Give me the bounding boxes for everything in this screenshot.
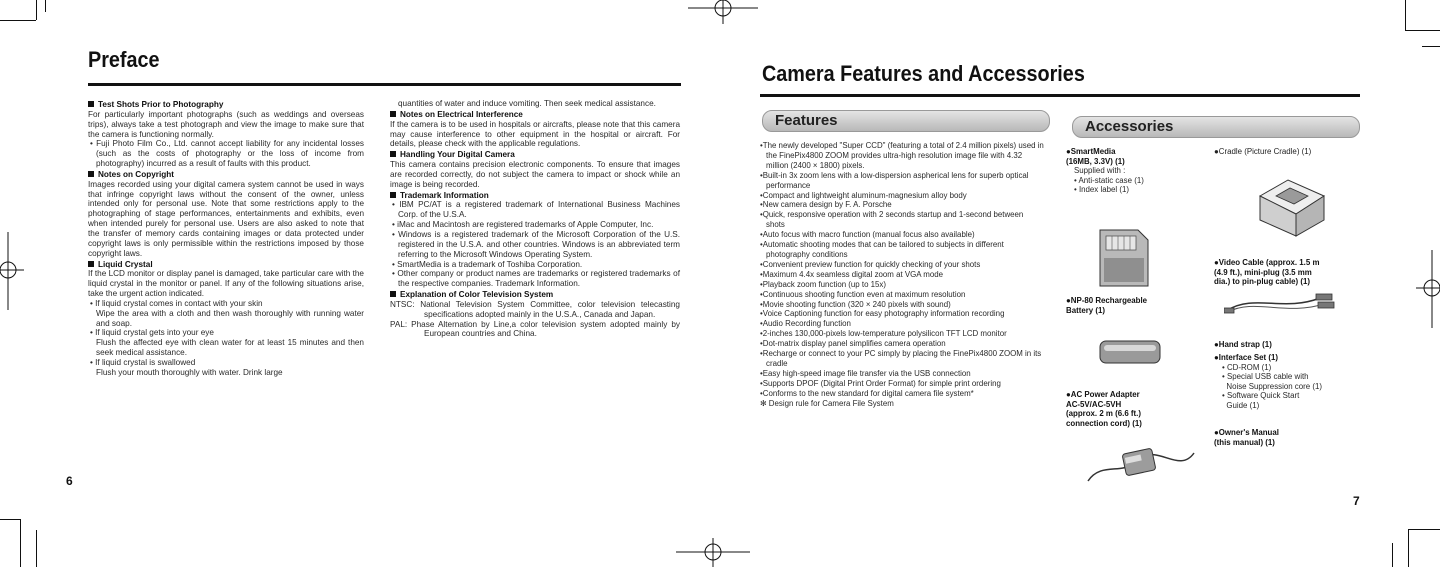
crop-mark — [0, 20, 36, 21]
accessory-name: ●NP-80 Rechargeable Battery (1) — [1066, 296, 1148, 315]
crop-mark — [45, 0, 46, 12]
crop-mark — [1392, 543, 1393, 567]
paragraph: This camera contains precision electronic components. To ensure that images are recorded correctly, do not subject the camera to impact or shock while an image is being recorded. — [390, 160, 680, 189]
feature-item: •Maximum 4.4x seamless digital zoom at VGA mode — [760, 269, 944, 279]
feature-item: •Built-in 3x zoom lens with a low-dispersion aspherical lens for superb optical performance — [760, 170, 1029, 190]
title-rule — [88, 83, 681, 86]
feature-item: •The newly developed "Super CCD" (featuring a total of 2.4 million pixels) used in the FinePix4800 ZOOM provides ultra-high resolution image file with 4.32 million (2400 × 1800) pixels. — [760, 141, 1044, 170]
section-heading — [390, 290, 680, 300]
smartmedia-card-illustration — [1098, 228, 1150, 288]
crop-mark — [1408, 529, 1409, 567]
section-heading — [88, 260, 364, 270]
features-list — [760, 141, 1044, 408]
accessory-interface-set — [1214, 353, 1364, 410]
section-heading — [88, 170, 364, 180]
feature-item: •Conforms to the new standard for digital camera file system* — [760, 388, 974, 398]
square-bullet-icon — [390, 192, 396, 198]
registration-mark-icon — [688, 0, 758, 26]
feature-item: ✻ Design rule for Camera File System — [760, 398, 894, 408]
bullet-item: • Other company or product names are trademarks or registered trademarks of the respective companies. Trademark Information. — [392, 269, 680, 289]
features-heading: Features — [775, 112, 838, 129]
accessory-video-cable — [1214, 258, 1364, 287]
bullet-item: • Windows is a registered trademark of the Microsoft Corporation of the U.S. registered in the U.S.A. and other countries. Windows is an abbreviated term referring to the Microsoft Windows Operating System. — [392, 229, 680, 259]
accessory-battery — [1066, 296, 1196, 315]
features-banner — [762, 110, 1050, 132]
feature-item: •Dot-matrix display panel simplifies camera operation — [760, 339, 946, 349]
feature-item: •Recharge or connect to your PC simply by placing the FinePix4800 ZOOM in its cradle — [760, 349, 1042, 368]
square-bullet-icon — [88, 101, 94, 107]
feature-item: •Auto focus with macro function (manual focus also available) — [760, 230, 975, 240]
crop-mark — [0, 519, 20, 520]
accessories-banner — [1072, 116, 1360, 138]
feature-item: •Playback zoom function (up to 15x) — [760, 279, 887, 289]
section-heading-text: Liquid Crystal — [98, 259, 153, 269]
page-number: 7 — [1353, 494, 1360, 508]
crop-mark — [36, 0, 37, 20]
crop-mark — [1422, 46, 1440, 47]
indented-text: quantities of water and induce vomiting. Then seek medical assistance. — [398, 99, 656, 108]
accessory-owners-manual — [1214, 428, 1364, 447]
square-bullet-icon — [390, 291, 396, 297]
section-heading-text: Test Shots Prior to Photography — [98, 100, 224, 109]
indented-text: Flush your mouth thoroughly with water. Drink large — [96, 367, 283, 377]
page-title: Camera Features and Accessories — [762, 61, 1085, 86]
section-heading-text: Notes on Copyright — [98, 169, 174, 179]
section-heading — [390, 150, 680, 160]
cradle-illustration — [1254, 166, 1328, 240]
crop-mark — [20, 519, 21, 567]
accessories-heading: Accessories — [1085, 118, 1174, 135]
bullet-item: • If liquid crystal gets into your eye — [90, 328, 214, 338]
accessory-name: ●AC Power Adapter AC-5V/AC-5VH (approx. 2 m (6.6 ft.) connection cord) (1) — [1066, 390, 1142, 428]
ac-adapter-illustration — [1080, 443, 1198, 489]
crop-mark — [1405, 30, 1440, 31]
square-bullet-icon — [390, 111, 396, 117]
feature-item: •Quick, responsive operation with 2 seconds startup and 1-second between shots — [760, 210, 1024, 230]
video-cable-illustration — [1224, 290, 1336, 316]
square-bullet-icon — [390, 151, 396, 157]
page-title: Preface — [88, 47, 160, 72]
section-heading-text: Notes on Electrical Interference — [400, 109, 523, 119]
registration-mark-icon — [1416, 250, 1440, 328]
bullet-item: • SmartMedia is a trademark of Toshiba Corporation. — [392, 259, 583, 269]
feature-item: •New camera design by F. A. Porsche — [760, 200, 892, 210]
feature-item: •Easy high-speed image file transfer via the USB connection — [760, 368, 971, 378]
accessory-name: ●Cradle (Picture Cradle) (1) — [1214, 147, 1312, 156]
bullet-item: • iMac and Macintosh are registered trademarks of Apple Computer, Inc. — [392, 220, 654, 230]
preface-column-2 — [390, 99, 680, 339]
section-heading — [390, 110, 680, 120]
feature-item: •Audio Recording function — [760, 319, 851, 329]
paragraph: If the camera is to be used in hospitals or aircrafts, please note that this camera may cause interference to other equipment in the hospital or aircraft. For details, please check with the applicable regulations. — [390, 119, 680, 149]
feature-item: •Convenient preview function for quickly checking of your shots — [760, 259, 981, 269]
section-heading-text: Explanation of Color Television System — [400, 290, 554, 300]
accessory-hand-strap — [1214, 340, 1364, 350]
section-heading-text: Trademark Information — [400, 190, 489, 200]
crop-mark — [1408, 529, 1440, 530]
bullet-item: • If liquid crystal comes in contact with your skin — [90, 298, 263, 308]
square-bullet-icon — [88, 261, 94, 267]
accessory-smartmedia — [1066, 147, 1196, 195]
accessory-name: ●SmartMedia (16MB, 3.3V) (1) — [1066, 147, 1125, 166]
indented-text: Wipe the area with a cloth and then wash thoroughly with running water and soap. — [96, 308, 364, 328]
paragraph: Images recorded using your digital camera system cannot be used in ways that infringe copyright laws without the consent of the owner, unless intended only for personal use. Note that some restrictions apply to the photographing of stage performances, entertainments and exhibits, even when intended purely for personal use. Users are also asked to note that the transfer of memory cards containing images or data protected under copyright laws is only permissible within the restrictions imposed by those copyright laws. — [88, 179, 364, 258]
paragraph: For particularly important photographs (such as weddings and overseas trips), always take a test photograph and view the image to make sure that the camera is functioning normally. — [88, 109, 364, 139]
section-heading — [390, 191, 680, 201]
accessory-name: ●Owner's Manual (this manual) (1) — [1214, 428, 1279, 447]
page-number: 6 — [66, 474, 73, 488]
square-bullet-icon — [88, 171, 94, 177]
definition-item: NTSC: National Television System Committee, color television telecasting specifications adopted mainly in the U.S.A., Canada and Japan. — [390, 299, 680, 319]
registration-mark-icon — [0, 232, 24, 310]
feature-item: •Movie shooting function (320 × 240 pixels with sound) — [760, 299, 951, 309]
feature-item: •2-inches 130,000-pixels low-temperature polysilicon TFT LCD monitor — [760, 329, 1007, 339]
bullet-item: • If liquid crystal is swallowed — [90, 357, 196, 367]
accessory-name: ●Interface Set (1) — [1214, 353, 1278, 362]
battery-illustration — [1098, 337, 1162, 367]
bullet-item: • Fuji Photo Film Co., Ltd. cannot accept liability for any incidental losses (such as the costs of photography or the loss of income from photography) incurred as a result of faults with this product. — [90, 139, 364, 169]
accessory-name: ●Video Cable (approx. 1.5 m (4.9 ft.), mini-plug (3.5 mm dia.) to pin-plug cable) (1) — [1214, 258, 1320, 286]
preface-column-1 — [88, 99, 364, 378]
crop-mark — [1405, 0, 1406, 30]
accessory-name: ●Hand strap (1) — [1214, 340, 1272, 349]
accessory-details: • CD-ROM (1) • Special USB cable with Noise Suppression core (1) • Software Quick Start Guide (1) — [1222, 362, 1322, 410]
section-heading — [88, 100, 364, 110]
bullet-item: • IBM PC/AT is a registered trademark of International Business Machines Corp. of the U.S.A. — [392, 200, 680, 220]
section-heading-text: Handling Your Digital Camera — [400, 150, 515, 160]
registration-mark-icon — [676, 538, 750, 567]
title-rule — [760, 94, 1360, 97]
definition-item: PAL: Phase Alternation by Line,a color television system adopted mainly by European countries and China. — [390, 319, 680, 339]
indented-text: Flush the affected eye with clean water for at least 15 minutes and then seek medical assistance. — [96, 338, 364, 358]
feature-item: •Automatic shooting modes that can be tailored to subjects in different photography conditions — [760, 240, 1004, 259]
accessory-cradle — [1214, 147, 1364, 157]
feature-item: •Compact and lightweight aluminum-magnesium alloy body — [760, 190, 967, 200]
feature-item: •Voice Captioning function for easy photography information recording — [760, 309, 1005, 319]
paragraph: If the LCD monitor or display panel is damaged, take particular care with the liquid crystal in the monitor or panel. If any of the following situations arise, take the urgent action indicated. — [88, 269, 364, 299]
crop-mark — [36, 530, 37, 567]
accessory-ac-adapter — [1066, 390, 1186, 428]
feature-item: •Continuous shooting function even at maximum resolution — [760, 289, 966, 299]
accessory-details: Supplied with : • Anti-static case (1) • Index label (1) — [1074, 166, 1144, 194]
feature-item: •Supports DPOF (Digital Print Order Format) for simple print ordering — [760, 378, 1001, 388]
